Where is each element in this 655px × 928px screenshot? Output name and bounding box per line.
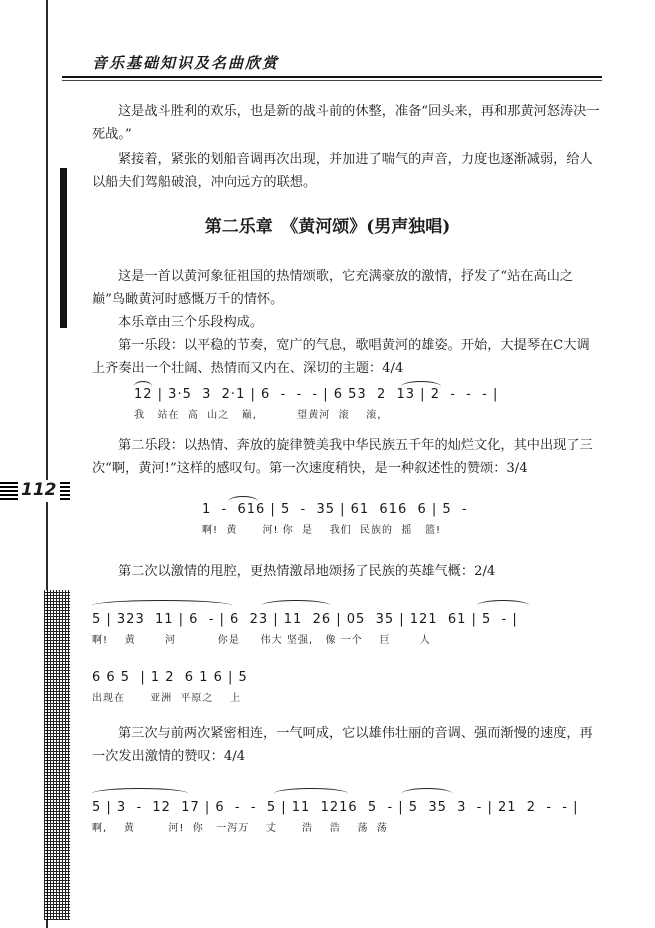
- score-theme-2-notes: 1 - 616 | 5 - 35 | 61 616 6 | 5 -: [202, 502, 473, 517]
- slur: [401, 381, 441, 392]
- score-theme-3-continued: [92, 670, 248, 710]
- score-theme-1-notes: 12 | 3·5 3 2·1 | 6 - - - | 6 53 2 13 | 2 - - - |: [134, 387, 499, 402]
- score-theme-3: [92, 612, 518, 652]
- score-theme-3b-lyrics: 出现在 亚洲 平原之 上: [92, 693, 242, 704]
- page-number: 112: [18, 480, 60, 500]
- score-theme-4-notes: 5 | 3 - 12 17 | 6 - - 5 | 11 1216 5 - | 5 35 3 - | 21 2 - - |: [92, 800, 579, 815]
- slur: [92, 788, 188, 799]
- score-theme-2-lyrics: 啊! 黄 河! 你 是 我们 民族的 摇 篮!: [202, 525, 441, 536]
- paragraph-6: 第二乐段：以热情、奔放的旋律赞美我中华民族五千年的灿烂文化，其中出现了三次“啊，黄河!”这样的感叹句。第一次速度稍快，是一种叙述性的赞颂：3/4: [92, 438, 593, 476]
- paragraph-8: 第三次与前两次紧密相连，一气呵成，它以雄伟壮丽的音调、强而渐慢的速度，再一次发出激情的赞叹：4/4: [92, 726, 593, 764]
- slur: [92, 600, 232, 611]
- page-number-tab: [0, 480, 70, 504]
- slur: [477, 600, 529, 611]
- header-rule-thin: [62, 80, 602, 81]
- running-header: 音乐基础知识及名曲欣赏: [92, 54, 280, 72]
- slur: [228, 496, 258, 507]
- score-theme-4: [92, 800, 579, 840]
- score-theme-1-lyrics: 我 站在 高 山之 巅， 望黄河 滚 滚，: [134, 410, 389, 421]
- slur: [402, 788, 452, 799]
- paragraph-4: 本乐章由三个乐段构成。: [118, 315, 264, 330]
- score-theme-4-lyrics: 啊, 黄 河! 你 一泻万 丈 浩 浩 荡 荡: [92, 823, 388, 834]
- score-theme-3-notes: 5 | 323 11 | 6 - | 6 23 | 11 26 | 05 35 | 121 61 | 5 - |: [92, 612, 518, 627]
- slur: [262, 600, 330, 611]
- paragraph-5: 第一乐段：以平稳的节奏，宽广的气息，歌唱黄河的雄姿。开始，大提琴在C大调上齐奏出一个壮阔、热情而又内在、深切的主题：4/4: [92, 338, 590, 376]
- slur: [134, 381, 152, 392]
- paragraph-7: 第二次以激情的甩腔，更热情激昂地颂扬了民族的英雄气概：2/4: [118, 564, 496, 579]
- halftone-edge: [44, 590, 70, 920]
- chapter-title: 第二乐章 《黄河颂》(男声独唱): [204, 217, 451, 237]
- paragraph-3: 这是一首以黄河象征祖国的热情颂歌，它充满豪放的激情，抒发了“站在高山之巅”鸟瞰黄河时感慨万千的情怀。: [92, 269, 574, 307]
- side-marker: [60, 168, 67, 328]
- paragraph-2: 紧接着，紧张的划船音调再次出现，并加进了喘气的声音，力度也逐渐减弱，给人以船夫们驾船破浪，冲向远方的联想。: [92, 152, 593, 190]
- header-rule: [62, 76, 602, 78]
- score-theme-3b-notes: 6 6 5 | 1 2 6 1 6 | 5: [92, 670, 248, 685]
- paragraph-1: 这是战斗胜利的欢乐，也是新的战斗前的休整，准备“回头来，再和那黄河怒涛决一死战。”: [92, 104, 600, 142]
- score-theme-2: [202, 502, 473, 542]
- score-theme-3-lyrics: 啊! 黄 河 你是 伟大 坚强, 像 一个 巨 人: [92, 635, 431, 646]
- slur: [274, 788, 348, 799]
- score-theme-1: [134, 387, 498, 427]
